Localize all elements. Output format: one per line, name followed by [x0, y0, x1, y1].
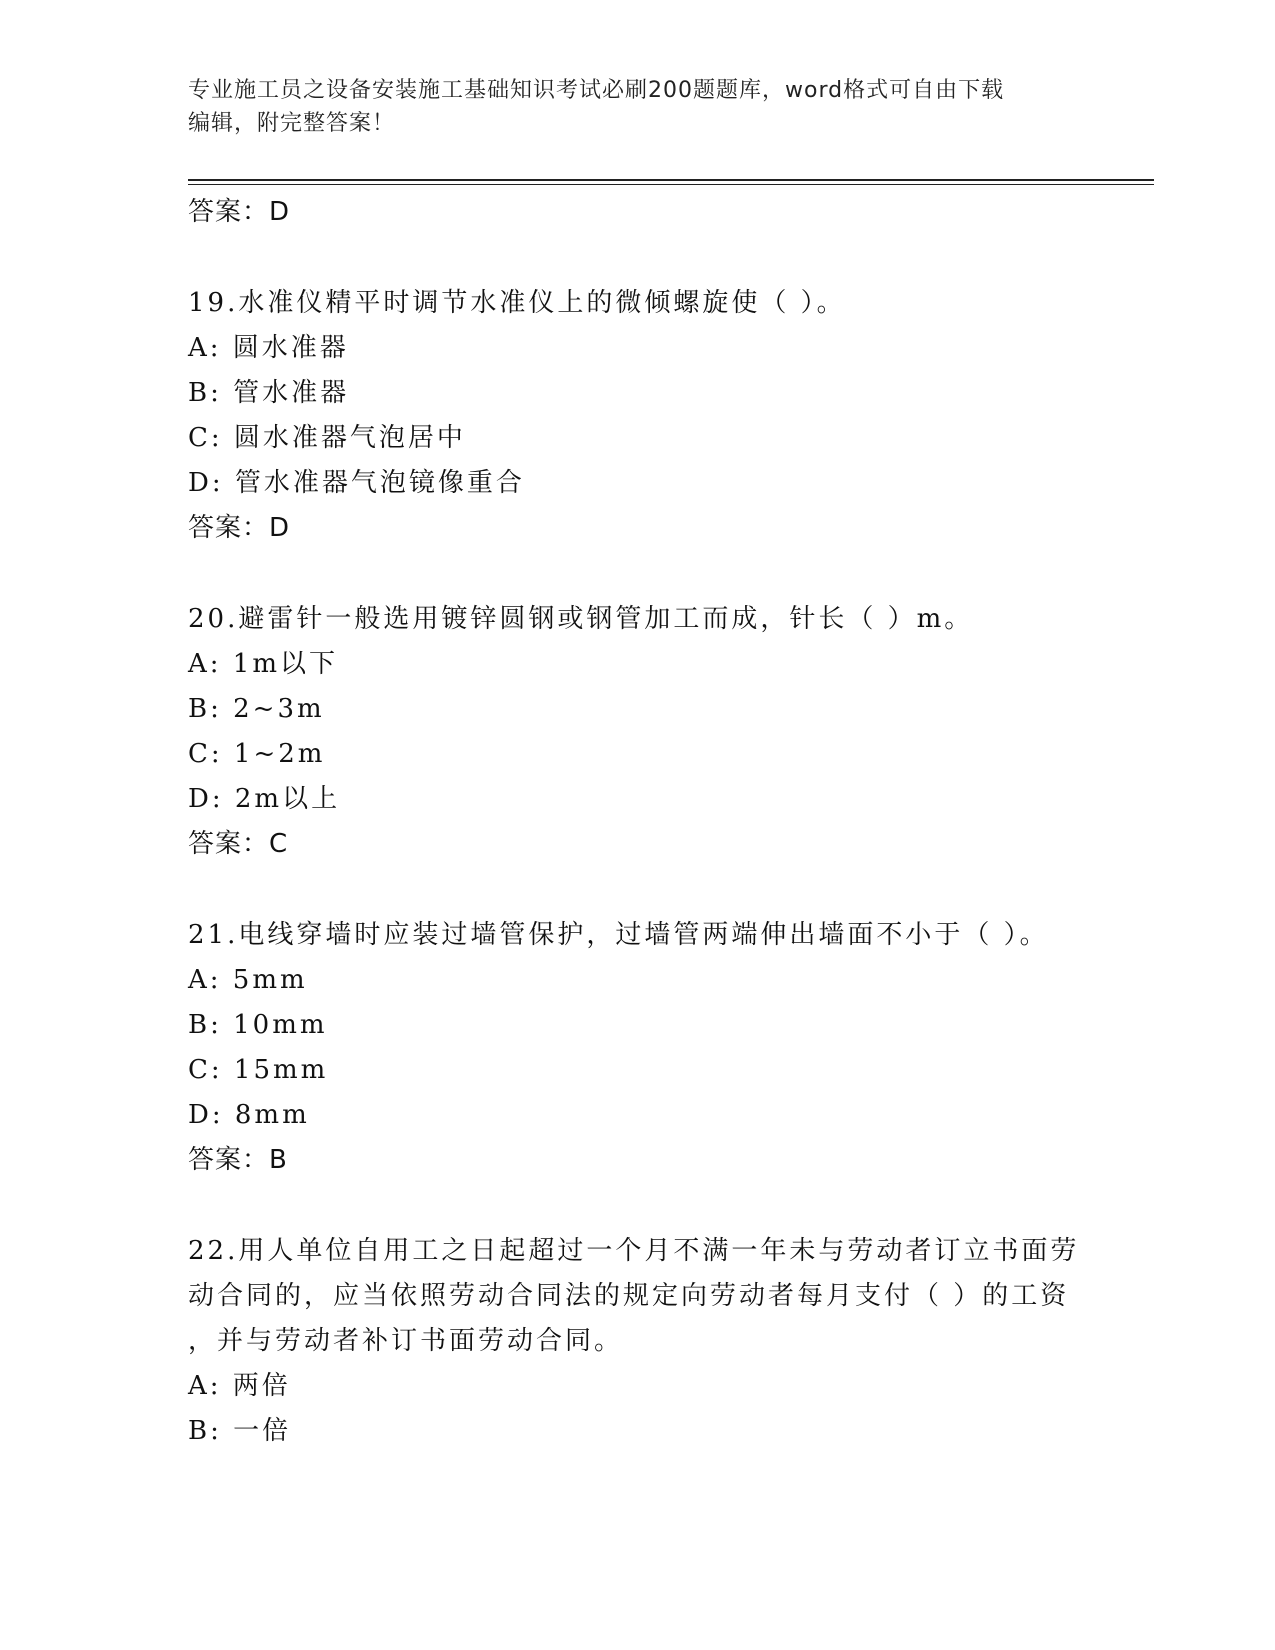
answer-line: 答案：C: [188, 829, 289, 859]
header-line-2: 编辑，附完整答案！: [188, 111, 396, 136]
question-list: [188, 190, 1088, 1454]
question-stem: 20.避雷针一般选用镀锌圆钢或钢管加工而成，针长（ ）m。: [188, 604, 974, 634]
header-divider-thick: [188, 179, 1154, 181]
option-a: A: 5mm: [188, 965, 308, 995]
document-header: [188, 74, 1068, 140]
question-stem: 19.水准仪精平时调节水准仪上的微倾螺旋使（ ）。: [188, 288, 846, 318]
option-b: B: 2~3m: [188, 694, 325, 724]
option-b: B: 10mm: [188, 1010, 328, 1040]
option-d: D: 2m以上: [188, 784, 341, 814]
question-stem-line-2: 动合同的，应当依照劳动合同法的规定向劳动者每月支付（ ）的工资: [188, 1281, 1070, 1311]
option-a: A: 两倍: [188, 1371, 291, 1401]
question-19: [188, 281, 1088, 551]
answer-line: 答案：D: [188, 197, 291, 227]
question-stem-line-3: ，并与劳动者补订书面劳动合同。: [188, 1326, 624, 1356]
option-c: C: 15mm: [188, 1055, 329, 1085]
option-b: B: 一倍: [188, 1416, 292, 1446]
option-c: C: 1~2m: [188, 739, 326, 769]
option-a: A: 1m以下: [188, 649, 338, 679]
option-b: B: 管水准器: [188, 378, 350, 408]
option-c: C: 圆水准器气泡居中: [188, 423, 466, 453]
question-22: [188, 1229, 1088, 1454]
answer-line: 答案：D: [188, 513, 291, 543]
question-stem-line-1: 22.用人单位自用工之日起超过一个月不满一年未与劳动者订立书面劳: [188, 1236, 1080, 1266]
question-20: [188, 597, 1088, 867]
question-21: [188, 913, 1088, 1183]
option-d: D: 管水准器气泡镜像重合: [188, 468, 525, 498]
option-d: D: 8mm: [188, 1100, 310, 1130]
answer-line: 答案：B: [188, 1145, 288, 1175]
question-stem: 21.电线穿墙时应装过墙管保护，过墙管两端伸出墙面不小于（ ）。: [188, 920, 1049, 950]
option-a: A: 圆水准器: [188, 333, 349, 363]
header-divider-thin: [188, 184, 1154, 185]
header-line-1: 专业施工员之设备安装施工基础知识考试必刷200题题库，word格式可自由下载: [188, 78, 1005, 103]
